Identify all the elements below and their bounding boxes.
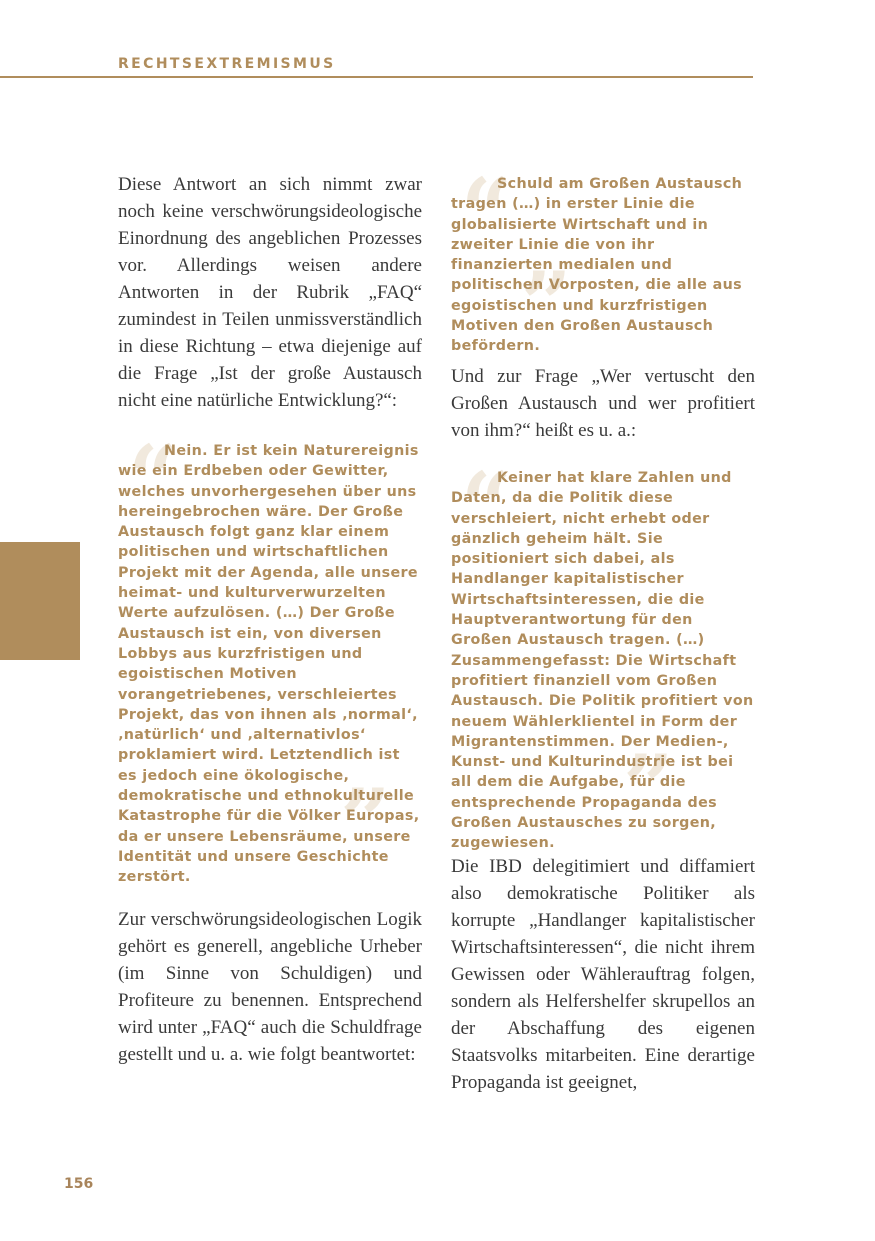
body-paragraph: Die IBD delegitimiert und diffamiert also demokratische Politiker als korrupte „Handlanger kapitalistischer Wirtschaftsinteressen“, die nicht ihrem Gewissen oder Wählerauftrag folgen, sondern als Helfershelfer skrupellos an der Abschaffung des eigenen Staatsvolks mitarbeiten. Eine derartige Propaganda ist geeignet, xyxy=(451,856,755,1093)
blockquote xyxy=(118,425,422,888)
quote-open-mark: “ xyxy=(461,158,512,262)
body-paragraph: Zur verschwörungsideologischen Logik gehört es generell, angebliche Urheber (im Sinne von Schuldigen) und Profiteure zu benennen. Entsprechend wird unter „FAQ“ auch die Schuldfrage gestellt und u. a. wie folgt beantwortet: xyxy=(118,909,422,1065)
quote-close-mark: ” xyxy=(340,769,391,873)
quote-close-mark: ” xyxy=(521,252,572,356)
blockquote xyxy=(451,158,755,357)
body-paragraph: Diese Antwort an sich nimmt zwar noch keine verschwörungsideologische Einordnung des angeblichen Prozesses vor. Allerdings weisen andere Antworten in der Rubrik „FAQ“ zumindest in Teilen unmissverständlich in diese Richtung – etwa diejenige auf die Frage „Ist der große Austausch nicht eine natürliche Entwicklung?“: xyxy=(118,174,422,411)
quote-text: Nein. Er ist kein Naturereignis wie ein Erdbeben oder Gewitter, welches unvorhergesehen über uns hereingebrochen wäre. Der Große Austausch folgt ganz klar einem politischen und wirtschaftlichen Projekt mit der Agenda, alle unsere heimat- und kulturverwurzelten Werte aufzulösen. (…) Der Große Austausch ist ein, von diversen Lobbys aus kurzfristigen und egoistischen Motiven vorangetriebenes, verschleiertes Projekt, das von ihnen als ‚normal‘, ‚natürlich‘ und ‚alternativlos‘ proklamiert wird. Letztendlich ist es jedoch eine ökologische, demokratische und ethnokulturelle Katastrophe für die Völker Europas, da er unsere Lebensräume, unsere Identität und unsere Geschichte zerstört. xyxy=(118,443,420,886)
quote-close-mark: ” xyxy=(623,735,674,839)
header-rule xyxy=(0,76,753,78)
quote-open-mark: “ xyxy=(128,425,179,529)
chapter-side-tab xyxy=(0,542,80,660)
body-paragraph: Und zur Frage „Wer vertuscht den Großen Austausch und wer profitiert von ihm?“ heißt es u. a.: xyxy=(451,366,755,441)
blockquote xyxy=(451,452,755,854)
quote-text: Keiner hat klare Zahlen und Daten, da die Politik diese verschleiert, nicht erhebt oder gänzlich geheim hält. Sie positioniert sich dabei, als Handlanger kapitalistischer Wirtschaftsinteressen, die die Hauptverantwortung für den Großen Austausch tragen. (…) Zusammengefasst: Die Wirtschaft profitiert finanziell vom Großen Austausch. Die Politik profitiert von neuem Wählerklientel in Form der Migrantenstimmen. Der Medien-, Kunst- und Kulturindustrie ist bei all dem die Aufgabe, für die entsprechende Propaganda des Großen Austausches zu sorgen, zugewiesen. xyxy=(451,470,754,852)
quote-open-mark: “ xyxy=(461,452,512,556)
quote-text: Schuld am Großen Austausch tragen (…) in erster Linie die globalisierte Wirtschaft und in zweiter Linie die von ihr finanzierten medialen und politischen Vorposten, die alle aus egoistischen und kurzfristigen Motiven den Großen Austausch befördern. xyxy=(451,176,743,355)
running-header: RECHTSEXTREMISMUS xyxy=(118,56,336,72)
page-number: 156 xyxy=(64,1176,94,1192)
